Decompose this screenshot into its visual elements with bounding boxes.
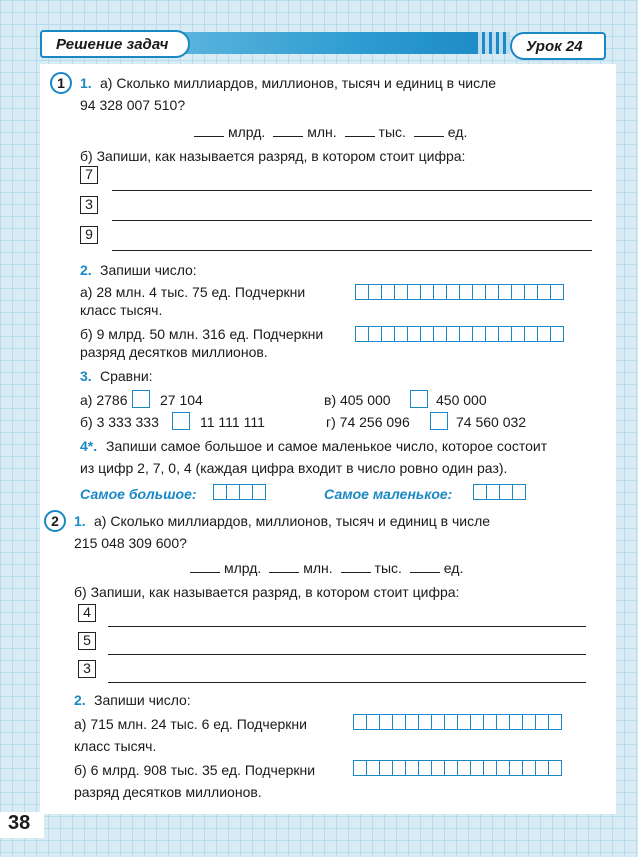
compare-box[interactable] [132,390,150,408]
largest-number-cells[interactable] [214,484,266,500]
largest-number-label: Самое большое: [80,486,197,502]
v1-task3a-right: 27 104 [160,392,203,408]
v1-task3b-left: б) 3 333 333 [80,414,159,430]
v2-task1-question-b: б) Запиши, как называется разряд, в котором стоит цифра: [74,584,460,600]
v1-digit-box: 7 [80,166,98,184]
page-number: 38 [0,812,44,838]
blank-units[interactable] [410,572,440,573]
v1-task3a-left: а) 2786 [80,392,128,408]
smallest-number-label: Самое маленькое: [324,486,453,502]
v1-answer-line[interactable] [112,190,592,191]
v2-task2a-text-2: класс тысяч. [74,738,157,754]
v1-task1-question-b: б) Запиши, как называется разряд, в котором стоит цифра: [80,148,466,164]
v2-task2b-cells[interactable] [354,760,562,776]
compare-box[interactable] [430,412,448,430]
unit-units: ед. [443,560,464,576]
v1-task4-text-1: Запиши самое большое и самое маленькое число, которое состоит [106,438,548,454]
v1-task1-number: 1. [80,75,92,91]
v1-task3d-left: г) 74 256 096 [326,414,410,430]
v1-task2b-text-2: разряд десятков миллионов. [80,344,268,360]
v1-task1-number-value: 94 328 007 510? [80,97,186,113]
v2-answer-line[interactable] [108,626,586,627]
v1-digit-box: 3 [80,196,98,214]
v1-task2a-text: а) 28 млн. 4 тыс. 75 ед. Подчеркни [80,284,306,300]
v2-task2b-text: б) 6 млрд. 908 тыс. 35 ед. Подчеркни [74,762,316,778]
unit-billions: млрд. [228,124,266,140]
topic-title: Решение задач [40,30,190,58]
v1-task3-title: Сравни: [100,368,153,384]
variant-2-badge: 2 [44,510,66,532]
v1-task3c-left: в) 405 000 [324,392,391,408]
v1-task1-answer-row [190,124,467,140]
blank-billions[interactable] [194,136,224,137]
v1-task2b-cells[interactable] [356,326,564,342]
header-stripes [478,32,510,54]
v2-digit-box: 4 [78,604,96,622]
v1-task2-number: 2. [80,262,92,278]
compare-box[interactable] [410,390,428,408]
v1-task4-number: 4*. [80,438,98,454]
v2-digit-box: 5 [78,632,96,650]
unit-thousands: тыс. [378,124,406,140]
v1-task4-text-2: из цифр 2, 7, 0, 4 (каждая цифра входит в число ровно один раз). [80,460,508,476]
blank-units[interactable] [414,136,444,137]
unit-billions: млрд. [224,560,262,576]
blank-thousands[interactable] [341,572,371,573]
blank-millions[interactable] [269,572,299,573]
v2-answer-line[interactable] [108,682,586,683]
v1-task2a-cells[interactable] [356,284,564,300]
blank-billions[interactable] [190,572,220,573]
blank-millions[interactable] [273,136,303,137]
v2-task1-question-a: а) Сколько миллиардов, миллионов, тысяч и единиц в числе [94,513,491,529]
v2-digit-box: 3 [78,660,96,678]
v1-answer-line[interactable] [112,220,592,221]
unit-units: ед. [447,124,468,140]
unit-millions: млн. [303,560,333,576]
unit-thousands: тыс. [374,560,402,576]
v2-task2-number: 2. [74,692,86,708]
v1-task2a-text-2: класс тысяч. [80,302,163,318]
variant-1-badge: 1 [50,72,72,94]
v1-task3-number: 3. [80,368,92,384]
v1-task2-title: Запиши число: [100,262,197,278]
blank-thousands[interactable] [345,136,375,137]
v2-task2-title: Запиши число: [94,692,191,708]
v1-task2b-text: б) 9 млрд. 50 млн. 316 ед. Подчеркни [80,326,324,342]
v1-task3b-right: 11 111 111 [200,414,265,430]
v2-task2a-text: а) 715 млн. 24 тыс. 6 ед. Подчеркни [74,716,307,732]
v1-task3c-right: 450 000 [436,392,487,408]
v2-task2a-cells[interactable] [354,714,562,730]
compare-box[interactable] [172,412,190,430]
v1-answer-line[interactable] [112,250,592,251]
lesson-title: Урок 24 [510,32,606,60]
v2-task1-answer-row [186,560,463,576]
v1-task3d-right: 74 560 032 [456,414,527,430]
v2-answer-line[interactable] [108,654,586,655]
smallest-number-cells[interactable] [474,484,526,500]
v2-task2b-text-2: разряд десятков миллионов. [74,784,262,800]
v1-digit-box: 9 [80,226,98,244]
unit-millions: млн. [307,124,337,140]
v2-task1-number: 1. [74,513,86,529]
v1-task1-question-a: а) Сколько миллиардов, миллионов, тысяч и единиц в числе [100,75,497,91]
v2-task1-number-value: 215 048 309 600? [74,535,187,551]
